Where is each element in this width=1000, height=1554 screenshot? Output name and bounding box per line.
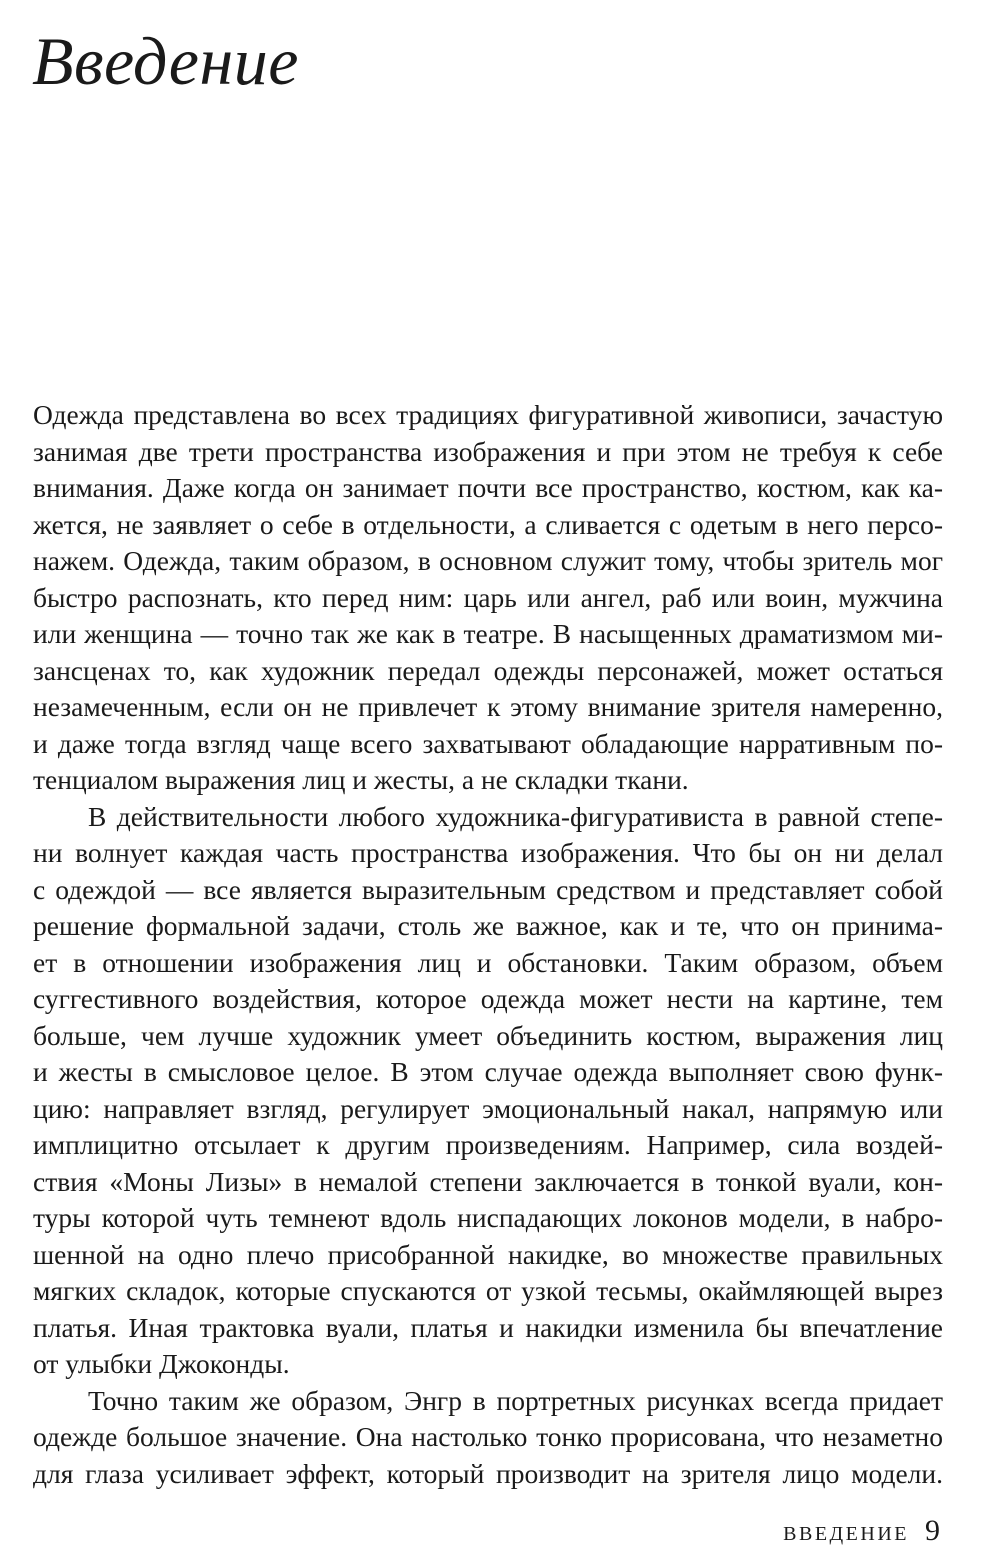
text-line: и даже тогда взгляд чаще всего захватывают обладающие нарративным по-	[33, 727, 943, 759]
text-line: для глаза усиливает эффект, который производит на зрителя лицо модели.	[33, 1457, 943, 1489]
text-line: мягких складок, которые спускаются от узкой тесьмы, окаймляющей вырез	[33, 1275, 943, 1306]
text-line: быстро распознать, кто перед ним: царь или ангел, раб или воин, мужчина	[33, 581, 943, 613]
page-number: 9	[925, 1514, 940, 1547]
text-line: суггестивного воздействия, которое одежда может нести на картине, тем	[33, 983, 943, 1014]
text-line: внимания. Даже когда он занимает почти все пространство, костюм, как ка-	[33, 472, 943, 503]
text-line: с одеждой — все является выразительным средством и представляет собой	[33, 873, 943, 905]
paragraph-2	[33, 799, 943, 1383]
text-line: шенной на одно плечо присобранной накидке, во множестве правильных	[33, 1238, 943, 1270]
text-line: или женщина — точно так же как в театре. В насыщенных драматизмом ми-	[33, 618, 943, 649]
text-line: незамеченным, если он не привлечет к этому внимание зрителя намеренно,	[33, 691, 943, 722]
text-line: Одежда представлена во всех традициях фигуративной живописи, зачастую	[33, 399, 943, 430]
text-line: нажем. Одежда, таким образом, в основном служит тому, чтобы зритель мог	[33, 545, 943, 576]
text-line: ет в отношении изображения лиц и обстановки. Таким образом, объем	[33, 946, 943, 978]
text-line: решение формальной задачи, столь же важное, как и те, что он принима-	[33, 910, 943, 941]
text-line: одежде большое значение. Она настолько тонко прорисована, что незаметно	[33, 1421, 943, 1452]
text-line: зансценах то, как художник передал одежды персонажей, может остаться	[33, 654, 943, 686]
page-footer	[783, 1514, 940, 1548]
body-text	[33, 397, 943, 1492]
text-line: жется, не заявляет о себе в отдельности, а сливается с одетым в него персо-	[33, 508, 943, 540]
text-line: от улыбки Джоконды.	[33, 1348, 290, 1379]
text-line: В действительности любого художника-фигуративиста в равной степе-	[88, 800, 943, 832]
paragraph-1	[33, 397, 943, 799]
text-line: и жесты в смысловое целое. В этом случае одежда выполняет свою функ-	[33, 1056, 943, 1087]
paragraph-3	[33, 1383, 943, 1493]
text-line: Точно таким же образом, Энгр в портретных рисунках всегда придает	[88, 1384, 943, 1416]
page-title: Введение	[32, 23, 299, 99]
text-line: имплицитно отсылает к другим произведениям. Например, сила воздей-	[33, 1129, 943, 1160]
text-line: туры которой чуть темнеют вдоль ниспадающих локонов модели, в набро-	[33, 1202, 943, 1233]
running-head: ВВЕДЕНИЕ	[783, 1523, 909, 1545]
text-line: цию: направляет взгляд, регулирует эмоциональный накал, напрямую или	[33, 1092, 943, 1124]
text-line: тенциалом выражения лиц и жесты, а не складки ткани.	[33, 764, 689, 795]
text-line: ни волнует каждая часть пространства изображения. Что бы он ни делал	[33, 837, 943, 868]
text-line: больше, чем лучше художник умеет объединить костюм, выражения лиц	[33, 1019, 943, 1051]
text-line: ствия «Моны Лизы» в немалой степени заключается в тонкой вуали, кон-	[33, 1165, 943, 1197]
text-line: платья. Иная трактовка вуали, платья и накидки изменила бы впечатление	[33, 1311, 943, 1343]
text-line: занимая две трети пространства изображения и при этом не требуя к себе	[33, 435, 943, 467]
